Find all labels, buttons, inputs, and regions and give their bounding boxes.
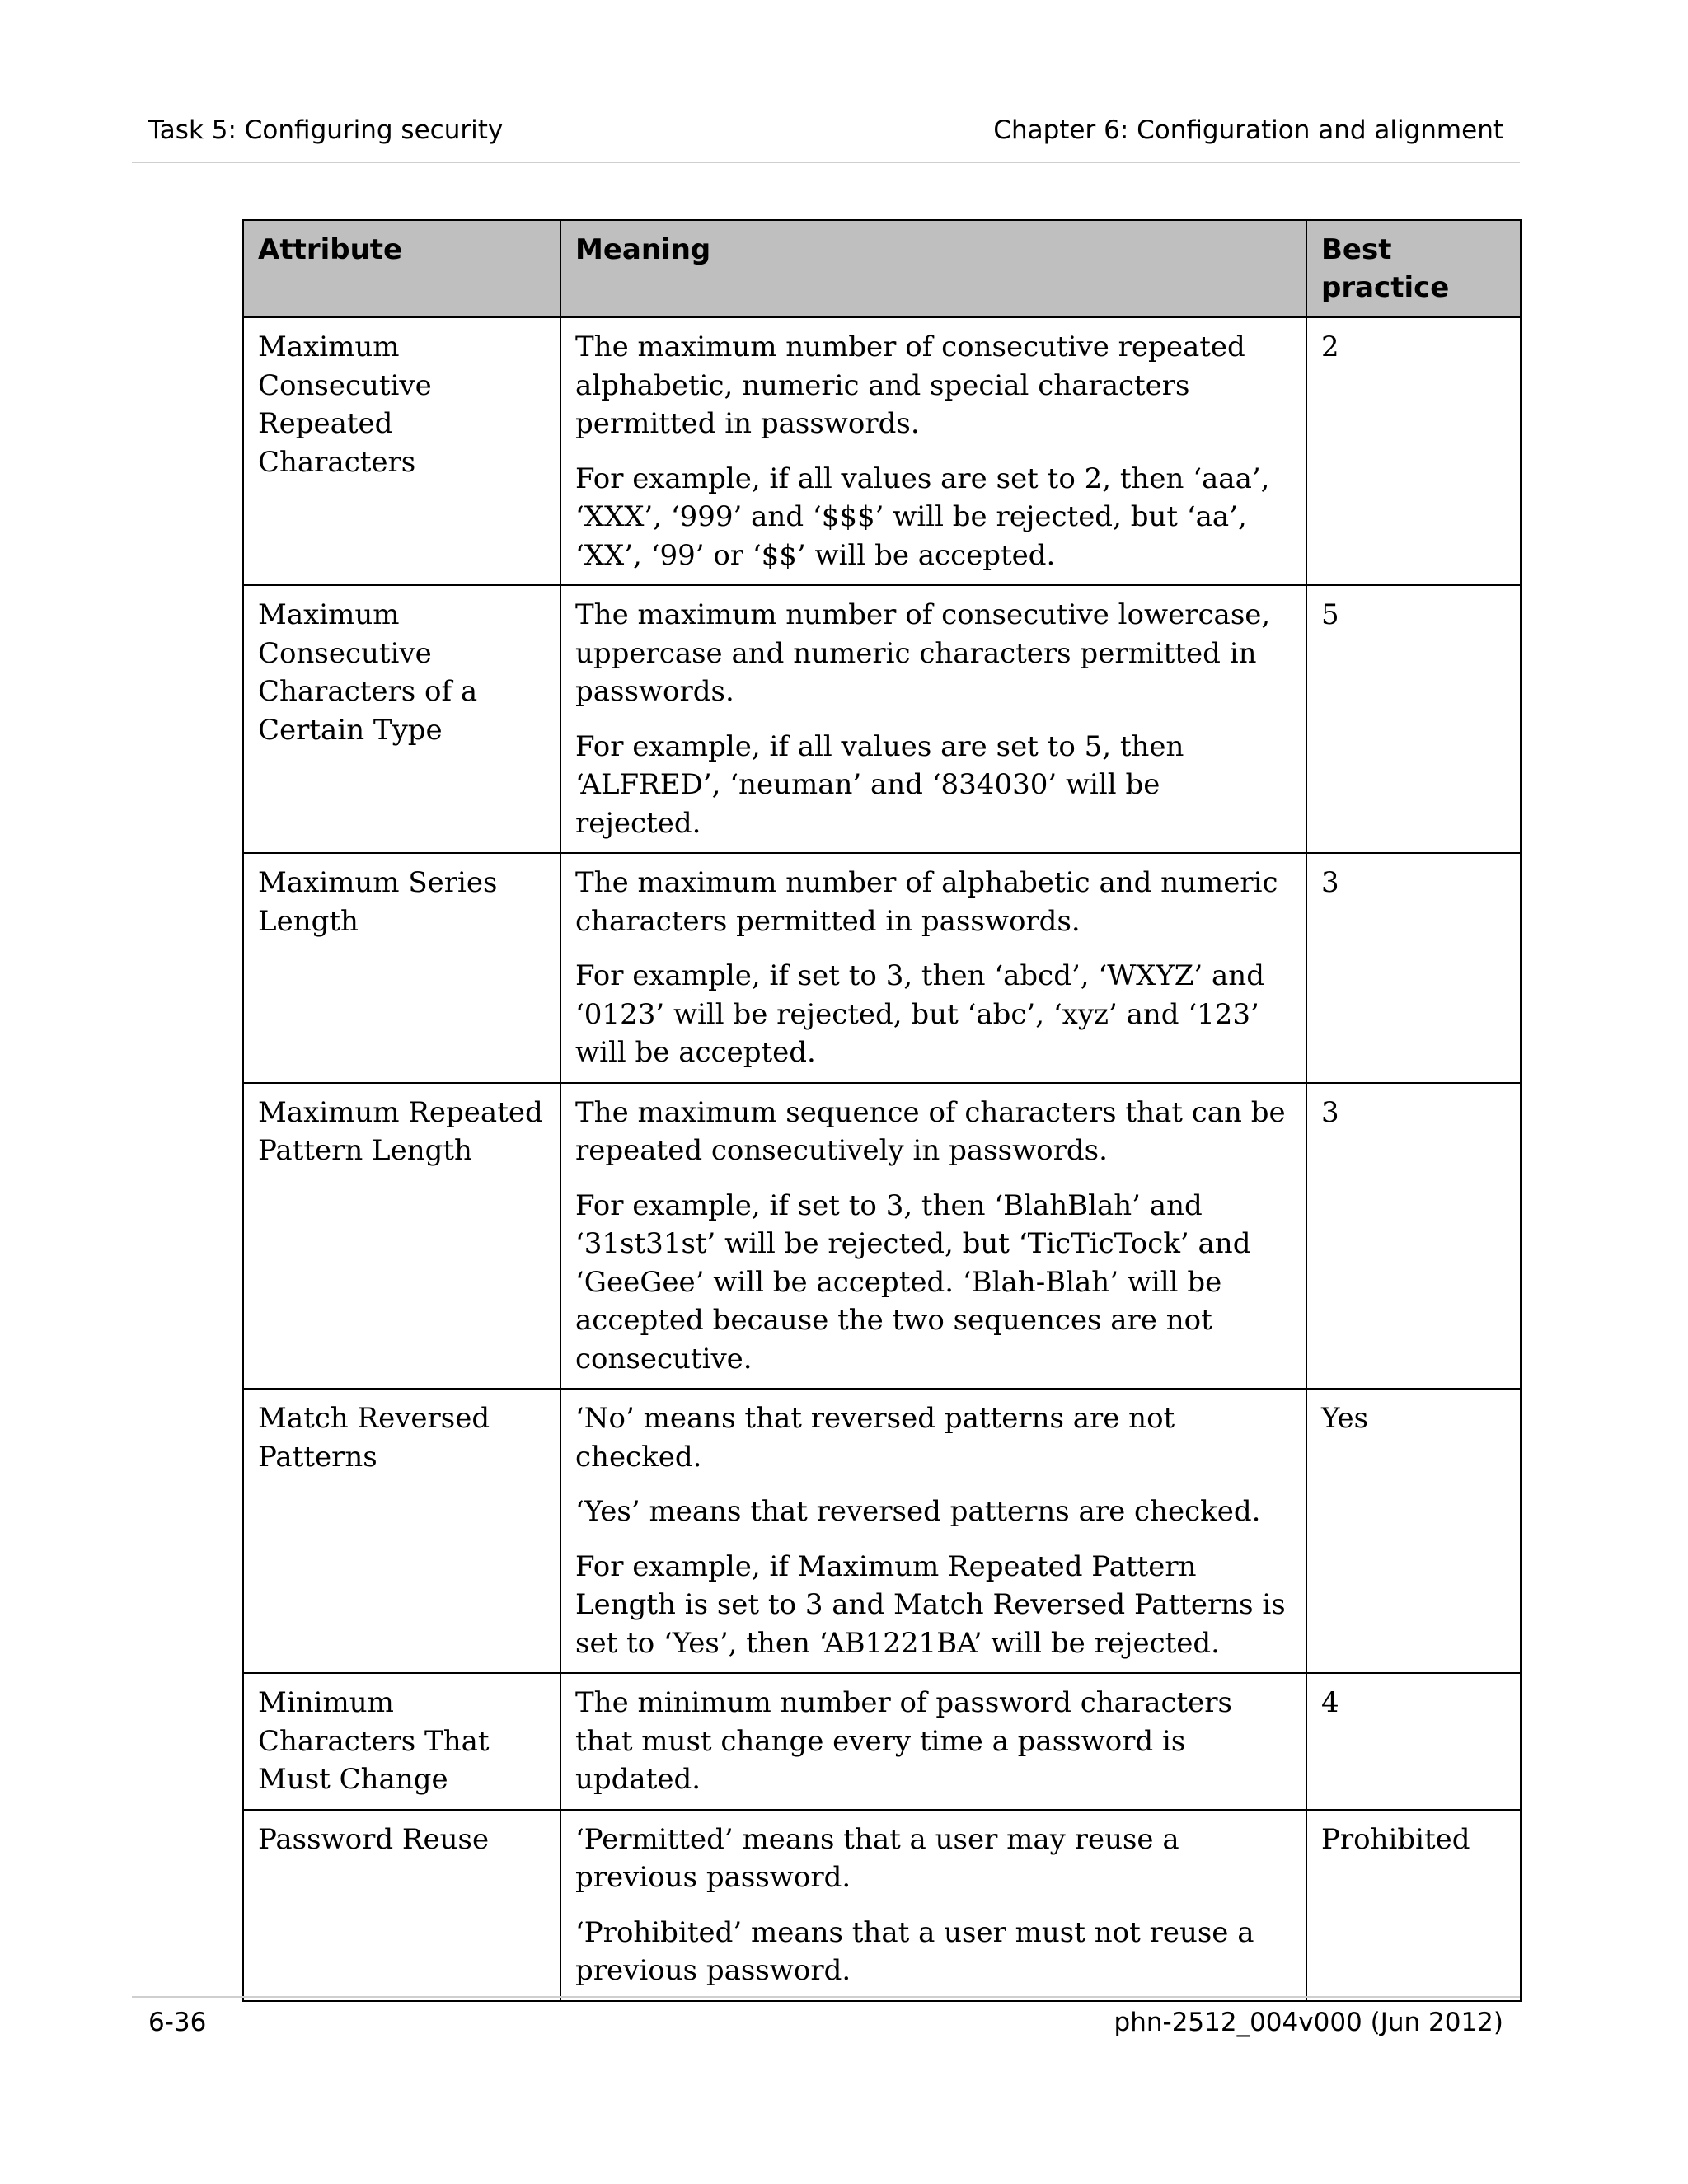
table-header-row xyxy=(243,220,1521,317)
table-row xyxy=(243,1083,1521,1390)
meaning-paragraph: For example, if set to 3, then ‘abcd’, ‘WXYZ’ and ‘0123’ will be rejected, but ‘abc’, ‘xyz’ and ‘123’ will be accepted. xyxy=(575,959,1264,1069)
document-id: phn-2512_004v000 (Jun 2012) xyxy=(1114,2008,1503,2037)
column-header-best-practice: Best practice xyxy=(1306,220,1521,317)
meaning-cell xyxy=(560,317,1306,585)
page-header xyxy=(132,114,1520,147)
best-practice-cell: 3 xyxy=(1306,1083,1521,1390)
table-row xyxy=(243,1673,1521,1810)
password-attributes-table xyxy=(242,219,1522,2002)
table-row xyxy=(243,1389,1521,1673)
password-attributes-table-container xyxy=(242,219,1520,2002)
meaning-paragraph: For example, if set to 3, then ‘BlahBlah’ and ‘31st31st’ will be rejected, but ‘TicTicTock’ and ‘GeeGee’ will be accepted. ‘Blah-Blah’ will be accepted because the two sequences are not consecutive. xyxy=(575,1188,1251,1376)
table-row xyxy=(243,1810,1521,2001)
meaning-cell xyxy=(560,853,1306,1083)
attribute-cell: Maximum Consecutive Repeated Characters xyxy=(243,317,560,585)
meaning-paragraph: For example, if Maximum Repeated Pattern Length is set to 3 and Match Reversed Patterns is set to ‘Yes’, then ‘AB1221BA’ will be rejected. xyxy=(575,1549,1286,1660)
header-rule xyxy=(132,162,1520,163)
header-section-title: Task 5: Configuring security xyxy=(148,115,504,145)
meaning-paragraph: For example, if all values are set to 2, then ‘aaa’, ‘XXX’, ‘999’ and ‘$$$’ will be rejected, but ‘aa’, ‘XX’, ‘99’ or ‘$$’ will be accepted. xyxy=(575,462,1270,572)
meaning-paragraph: For example, if all values are set to 5, then ‘ALFRED’, ‘neuman’ and ‘834030’ will be rejected. xyxy=(575,729,1184,840)
best-practice-cell: 3 xyxy=(1306,853,1521,1083)
attribute-cell: Maximum Series Length xyxy=(243,853,560,1083)
meaning-paragraph: The maximum sequence of characters that can be repeated consecutively in passwords. xyxy=(575,1095,1286,1167)
attribute-cell: Maximum Repeated Pattern Length xyxy=(243,1083,560,1390)
header-chapter-title: Chapter 6: Configuration and alignment xyxy=(993,115,1503,145)
meaning-paragraph: ‘No’ means that reversed patterns are not checked. xyxy=(575,1402,1175,1474)
best-practice-cell: Prohibited xyxy=(1306,1810,1521,2001)
attribute-cell: Maximum Consecutive Characters of a Certain Type xyxy=(243,585,560,853)
meaning-paragraph: The maximum number of consecutive lowercase, uppercase and numeric characters permitted in passwords. xyxy=(575,598,1271,708)
meaning-paragraph: ‘Yes’ means that reversed patterns are checked. xyxy=(575,1495,1261,1528)
meaning-cell xyxy=(560,1810,1306,2001)
column-header-meaning: Meaning xyxy=(560,220,1306,317)
column-header-attribute: Attribute xyxy=(243,220,560,317)
best-practice-cell: 5 xyxy=(1306,585,1521,853)
page-number: 6-36 xyxy=(148,2008,207,2037)
meaning-cell xyxy=(560,1389,1306,1673)
table-row xyxy=(243,585,1521,853)
meaning-cell xyxy=(560,1083,1306,1390)
table-row xyxy=(243,317,1521,585)
footer-rule xyxy=(132,1996,1520,1998)
meaning-cell xyxy=(560,1673,1306,1810)
best-practice-cell: 4 xyxy=(1306,1673,1521,1810)
table-body xyxy=(243,317,1521,2001)
attribute-cell: Password Reuse xyxy=(243,1810,560,2001)
best-practice-cell: 2 xyxy=(1306,317,1521,585)
best-practice-cell: Yes xyxy=(1306,1389,1521,1673)
meaning-paragraph: The minimum number of password characters that must change every time a password is updated. xyxy=(575,1686,1233,1796)
table-row xyxy=(243,853,1521,1083)
meaning-paragraph: ‘Permitted’ means that a user may reuse a previous password. xyxy=(575,1822,1179,1894)
meaning-paragraph: The maximum number of alphabetic and numeric characters permitted in passwords. xyxy=(575,866,1278,938)
attribute-cell: Match Reversed Patterns xyxy=(243,1389,560,1673)
meaning-cell xyxy=(560,585,1306,853)
attribute-cell: Minimum Characters That Must Change xyxy=(243,1673,560,1810)
meaning-paragraph: ‘Prohibited’ means that a user must not reuse a previous password. xyxy=(575,1915,1254,1987)
meaning-paragraph: The maximum number of consecutive repeated alphabetic, numeric and special characters permitted in passwords. xyxy=(575,330,1245,440)
page-footer xyxy=(132,2006,1520,2039)
